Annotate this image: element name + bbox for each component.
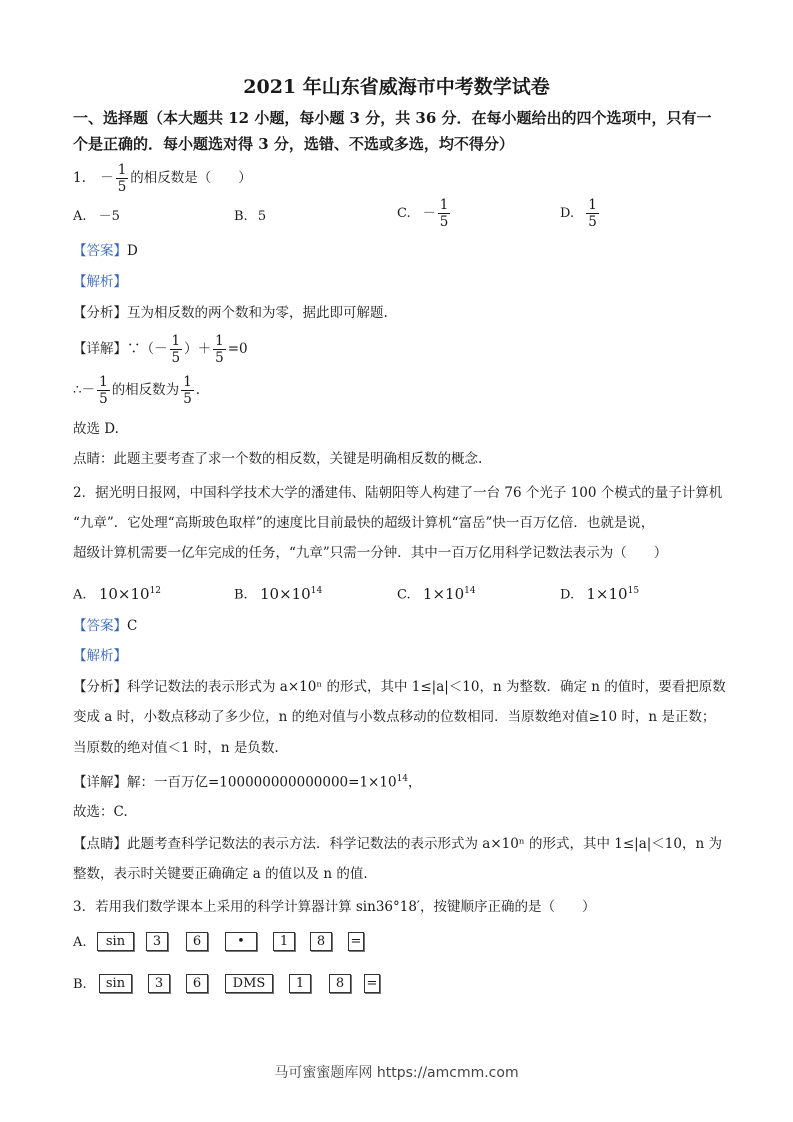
q1-answer xyxy=(73,242,138,260)
section-heading: 一、选择题（本大题共 12 小题，每小题 3 分，共 36 分．在每小题给出的四个选项中，只有一个是正确的．每小题选对得 3 分，选错、不选或多选，均不得分） xyxy=(73,109,712,153)
q2-option-c-exp: 14 xyxy=(464,586,476,596)
q1-option-b xyxy=(234,208,266,226)
key-dot: • xyxy=(225,932,257,951)
q1-xiangjie-tag: 【详解】 xyxy=(73,341,127,357)
q1-xiangjie-frac2-den: 5 xyxy=(215,350,224,366)
q2-option-a-exp: 12 xyxy=(149,586,162,596)
q1-choose: 故选 D. xyxy=(73,421,119,437)
key-1: 1 xyxy=(289,974,311,993)
q1-stem-text: 的相反数是（ ） xyxy=(130,170,252,186)
q1-option-a-text: －5 xyxy=(98,209,120,224)
q1-fraction xyxy=(116,162,129,195)
q2-fenxi-line3: 当原数的绝对值＜1 时，n 是负数. xyxy=(73,740,279,756)
q1-option-d xyxy=(560,197,601,230)
q1-option-d-den: 5 xyxy=(588,214,597,230)
q2-xiangjie-text: 解：一百万亿=100000000000000= xyxy=(127,774,360,791)
q1-frac-den: 5 xyxy=(117,179,127,195)
q1-xiangjie-post: =0 xyxy=(227,341,248,357)
q2-option-d xyxy=(560,582,639,605)
q2-answer xyxy=(73,617,137,635)
exam-title: 2021 年山东省威海市中考数学试卷 xyxy=(243,76,550,98)
q2-fenxi-line2: 变成 a 时，小数点移动了多少位，n 的绝对值与小数点移动的位数相同．当原数绝对值≥10 时，n 是正数； xyxy=(73,709,716,725)
q2-option-d-base: 1×10 xyxy=(586,584,628,603)
q3-option-a-label: A. xyxy=(73,935,87,950)
q1-therefore xyxy=(73,374,200,407)
key-sin: sin xyxy=(97,932,134,951)
key-3: 3 xyxy=(146,932,168,951)
q1-option-c xyxy=(397,197,452,230)
key-6: 6 xyxy=(186,932,208,951)
q2-option-a-base: 10×10 xyxy=(98,584,150,603)
q2-option-b-base: 10×10 xyxy=(259,584,311,603)
q1-xiangjie-frac2 xyxy=(213,333,226,366)
q1-option-c-den: 5 xyxy=(439,214,449,230)
q2-option-c-label: C. xyxy=(397,587,411,603)
q1-option-c-label: C. xyxy=(397,206,411,221)
q2-jiexi-tag: 【解析】 xyxy=(73,648,127,664)
q1-therefore-frac1 xyxy=(97,374,110,407)
q1-option-d-fraction xyxy=(586,197,599,230)
q1-stem xyxy=(73,162,252,195)
q3-stem: 3．若用我们数学课本上采用的科学计算器计算 sin36°18′，按键顺序正确的是（ ） xyxy=(73,899,596,915)
q1-therefore-frac2-num: 1 xyxy=(183,374,192,390)
q2-dianjing-tag: 【点睛】 xyxy=(73,836,127,852)
q2-stem-line2: “九章”．它处理“高斯玻色取样”的速度比目前最快的超级计算机“富岳”快一百万亿倍．也就是说， xyxy=(73,515,655,531)
q1-option-d-num: 1 xyxy=(588,197,597,213)
key-dms: DMS xyxy=(225,974,273,993)
q1-jiexi-tag: 【解析】 xyxy=(73,274,127,290)
q2-option-c xyxy=(397,582,476,605)
q2-option-c-base: 1×10 xyxy=(422,584,465,603)
q1-option-a xyxy=(73,208,120,226)
q1-option-d-label: D. xyxy=(560,206,575,221)
q3-option-b-label: B. xyxy=(73,977,87,992)
key-6: 6 xyxy=(186,974,208,993)
q1-xiangjie-frac1-num: 1 xyxy=(171,333,181,349)
footer-watermark: 马可蜜蜜题库网 https://amcmm.com xyxy=(274,1065,519,1081)
q2-stem-line1: 2．据光明日报网，中国科学技术大学的潘建伟、陆朝阳等人构建了一台 76 个光子 100 个模式的量子计算机 xyxy=(73,485,723,501)
q1-xiangjie-frac1 xyxy=(170,333,183,366)
q1-sign: － xyxy=(100,170,114,186)
q1-therefore-frac1-den: 5 xyxy=(99,391,108,407)
q1-xiangjie-frac2-num: 1 xyxy=(215,333,224,349)
q1-therefore-mid: 的相反数为 xyxy=(111,382,180,398)
q1-option-c-num: 1 xyxy=(439,197,449,213)
q2-option-a-label: A. xyxy=(73,587,87,603)
q3-option-a-keys xyxy=(97,932,377,954)
q1-option-c-fraction xyxy=(438,197,451,230)
key-3: 3 xyxy=(148,974,170,993)
q1-number: 1. xyxy=(73,170,86,186)
key-1: 1 xyxy=(273,932,295,951)
q1-xiangjie-mid: ）＋ xyxy=(184,341,212,357)
q1-xiangjie-pre: ∵（－ xyxy=(127,341,168,357)
q1-therefore-frac1-num: 1 xyxy=(99,374,108,390)
q1-fenxi xyxy=(73,304,388,322)
q2-option-b xyxy=(234,582,322,605)
q2-xiangjie-end: ， xyxy=(408,774,422,791)
q2-option-b-exp: 14 xyxy=(310,586,323,596)
q2-option-d-label: D. xyxy=(560,587,575,603)
q2-xiangjie xyxy=(73,770,422,792)
q2-xiangjie-exp: 14 xyxy=(396,774,409,784)
q2-choose: 故选：C. xyxy=(73,804,128,820)
key-equals: = xyxy=(364,974,380,993)
q2-fenxi-tag: 【分析】 xyxy=(73,679,127,695)
q1-option-a-label: A. xyxy=(73,209,87,224)
q2-answer-value: C xyxy=(127,618,138,634)
key-equals: = xyxy=(348,932,364,951)
q1-xiangjie-frac1-den: 5 xyxy=(171,350,181,366)
key-8: 8 xyxy=(310,932,332,951)
q1-answer-value: D xyxy=(127,243,138,259)
q1-therefore-pre: ∴－ xyxy=(73,382,96,398)
q2-option-d-exp: 15 xyxy=(627,586,640,596)
q2-answer-tag: 【答案】 xyxy=(73,618,127,634)
q1-option-c-sign: － xyxy=(422,206,436,221)
q1-therefore-frac2-den: 5 xyxy=(183,391,192,407)
q1-therefore-post: . xyxy=(195,382,201,398)
q1-xiangjie xyxy=(73,333,248,366)
key-8: 8 xyxy=(329,974,351,993)
q1-dianjing: 点睛：此题主要考查了求一个数的相反数，关键是明确相反数的概念. xyxy=(73,451,483,467)
q2-fenxi-line1 xyxy=(73,678,726,696)
q3-option-b-keys xyxy=(99,974,399,996)
q2-option-a xyxy=(73,582,161,605)
q1-therefore-frac2 xyxy=(181,374,194,407)
q2-stem-line3: 超级计算机需要一亿年完成的任务，“九章”只需一分钟．其中一百万亿用科学记数法表示为（ ） xyxy=(73,545,668,561)
q2-dianjing-line1 xyxy=(73,835,722,853)
q1-answer-tag: 【答案】 xyxy=(73,243,127,259)
q2-dianjing-line2: 整数，表示时关键要正确确定 a 的值以及 n 的值. xyxy=(73,866,368,882)
q2-dianjing-text1: 此题考查科学记数法的表示方法．科学记数法的表示形式为 a×10ⁿ 的形式，其中 1≤|a|＜10，n 为 xyxy=(127,836,722,852)
q2-xiangjie-tag: 【详解】 xyxy=(73,774,127,791)
q2-xiangjie-base: 1×10 xyxy=(359,774,397,791)
q1-option-b-text: 5 xyxy=(257,209,267,224)
q1-fenxi-tag: 【分析】 xyxy=(73,305,127,321)
q1-fenxi-text: 互为相反数的两个数和为零，据此即可解题. xyxy=(127,305,388,321)
q1-option-b-label: B. xyxy=(234,209,248,224)
q1-frac-num: 1 xyxy=(117,162,127,178)
q2-fenxi-text1: 科学记数法的表示形式为 a×10ⁿ 的形式，其中 1≤|a|＜10，n 为整数．确定 n 的值时，要看把原数 xyxy=(127,679,726,695)
key-sin: sin xyxy=(99,974,132,993)
q2-option-b-label: B. xyxy=(234,587,248,603)
